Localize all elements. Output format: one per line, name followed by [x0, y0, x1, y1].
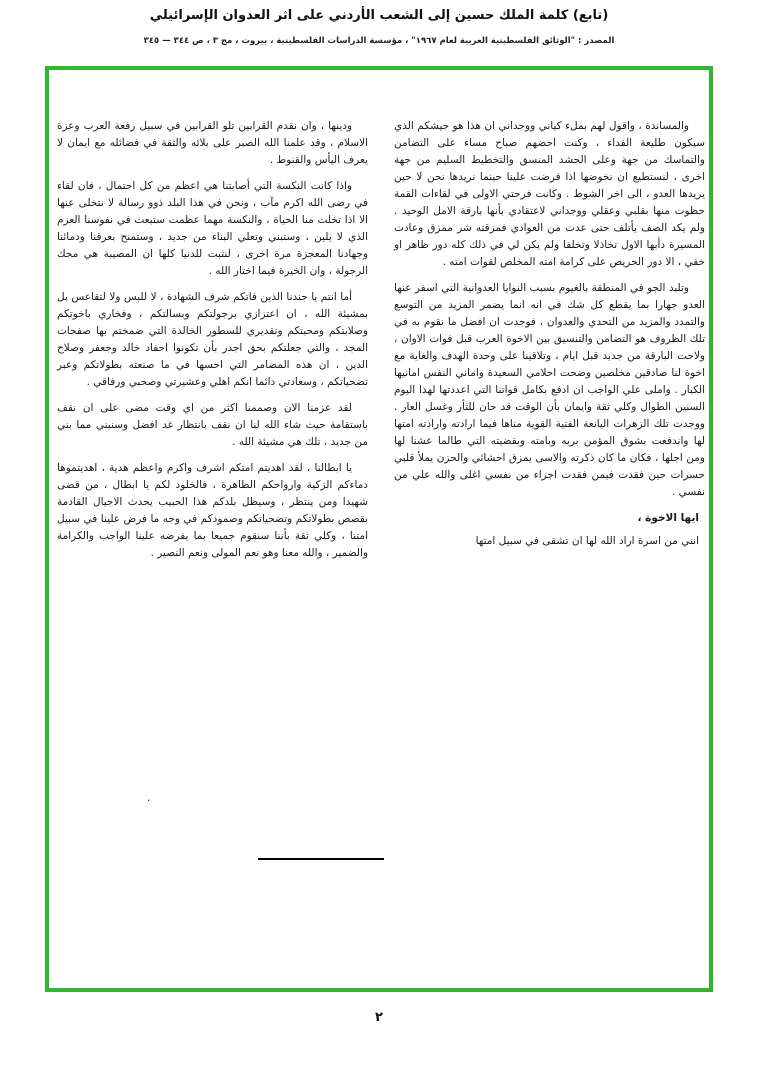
separator-line: [258, 858, 384, 860]
source-citation-line: المصدر : "الوثائق الفلسطينية العربية لعام ١٩٦٧" ، مؤسسة الدراسات الفلسطينية ، بيروت ، مج ٣ ، ص ٣٤٤ — ٣٤٥: [143, 36, 615, 46]
paragraph: والمساندة ، واقول لهم بملء كياني ووجداني ان هذا هو جيشكم الذي سيكون طليعة الفداء ، وكنت احضهم صباح مساء على التضامن والتماسك من جهة وعلى الحشد المنسق والتخطيط السليم من جهة اخرى ، لنستطيع ان نخوضها اذا فرضت علينا حينما نريدها نحن لا حين يريدها العدو ، الى اخر الشوط . وكانت فرحتي الاولى في لقاءات القمة حظوت منها بقلبي وعقلي ووجداني لاعتقادي بأنها بارقة الامل الوحيد . ولم يكد الصف يأتلف حتى عدت من العوادي فمزقته شر ممزق وعادت المسيرة دأبها الاول تخاذلا وتخلفا ولم يكن لي في ذلك كله دور ظاهر او خفي ، الا دور الحريص على كرامة امته المخلص لقوات امته .: [394, 120, 705, 268]
paragraph: يا ابطالنا ، لقد اهديتم امتكم اشرف واكرم واعظم هدية ، اهديتموها دماءكم الزكية وارواحكم الطاهرة ، فالخلود لكم يا ابطال ، من قضى شهيدا ومن ينتظر ، وسيظل بلدكم هذا الحبيب يحدث الاجيال القادمة بقصص بطولاتكم وتضحياتكم وصمودكم في وجه ما فرض علينا في سبيل امتنا ، وكلي ثقة بأننا سنقوم جميعا بما يفرضه علينا الواجب والكرامة والضمير ، والله معنا وهو نعم المولى ونعم النصير .: [57, 462, 368, 559]
paragraph: ودينها ، وان نقدم القرابين تلو القرابين في سبيل رفعة العرب وعزة الاسلام ، وقد علمنا الله الصبر على بلائه والثقة في فضائله مع ايمان لا يعرف اليأس والقنوط .: [57, 120, 368, 166]
paragraph: انني من اسرة اراد الله لها ان تشقى في سبيل امتها: [475, 535, 699, 547]
text-columns: [57, 118, 705, 571]
stray-punctuation-mark: ·: [147, 794, 151, 807]
column-left: [57, 118, 368, 571]
salutation-line: ايها الاخوة ،: [637, 512, 699, 524]
paragraph: واذا كانت النكسة التي أصابتنا هي اعظم من كل احتمال ، فان لقاء في رضى الله اكرم مآب ، ونحن في هذا البلد ذوو رسالة لا نتخلى عنها الا اذا تخلت منا الحياة ، والنكسة مهما عظمت ستبعث في نفوسنا العزم الذي لا يلين ، وستبني وتعلي البناء من جديد ، وستمنح بعرقنا ودمائنا وجهادنا المعجزة مرة اخرى ، لنثبت للدنيا كلها ان المصيبة هي محك الرجولة ، وان الخيرة فيما اختار الله .: [57, 180, 368, 277]
paragraph: أما انتم يا جندنا الذين فاتكم شرف الشهادة ، لا للبس ولا لتقاعس بل بمشيئة الله ، ان اعتزازي برجولتكم وبسالتكم ، وفخاري باخوتكم وصلابتكم ومحبتكم وتقديري للسطور الخالدة التي ضمختم بها صفحات المجد ، والتي جعلتكم بحق اجدر بأن تكونوا احفاد خالد وجعفر وصلاح الدين ، ان هذه المضامر التي احسها في ما صنعته بطولاتكم وعبر تضحياتكم ، وسعادتي دائما انكم اهلي وعشيرتي وصحبي ورفاقي .: [57, 291, 368, 388]
green-border-frame: [45, 66, 713, 992]
paragraph: لقد عزمنا الان وصممنا اكثر من اي وقت مضى على ان نقف باستقامة حيث شاء الله لنا ان نقف بانتظار غد افضل وسنبني مما بني من جديد ، تلك هي مشيئة الله .: [57, 402, 368, 448]
document-title: (تابع) كلمة الملك حسين إلى الشعب الأردني على اثر العدوان الإسرائيلي: [149, 8, 609, 23]
column-right: [394, 118, 705, 571]
paragraph: وتلبد الجو في المنطقة بالغيوم بسبب النوايا العدوانية التي اسفر عنها العدو جهارا بما يقطع كل شك في انه انما يضمر المزيد من التوسع والتمدد والمزيد من التحدي والعدوان ، فوجدت ان افضل ما نقوم به في تلك الظروف هو التضامن والتنسيق بين الاخوة العرب قبل فوات الاوان ، ولاحت البارقة من جديد قبل ايام ، وتلاقينا على وحدة الهدف والغاية مع اخوة لنا صادقين مخلصين وضحت احلامي السعيدة واماني النفس امانيها الكبار . واملى علي الواجب ان ادفع بكامل قواتنا التي اعددتها لهذا اليوم السنين الطوال وكلي ثقة وايمان بأن الوقت قد حان للثأر وغسل العار . ووجدت تلك الزهرات اليانعة الفتية القوية مناها فيما ارادته وارادته امتها لها واندفعت بشوق المؤمن بربه وبامته وبقضيته التي طالما عشنا لها ومن اجلها ، فكان ما كان ذكرته والاسى يمزق احشائي والحزن يملأ قلبي حسرات حين فقدت فيمن فقدت اجزاء من نفسي اغلى والله علي من نفسي .: [394, 282, 705, 498]
page-number: ٢: [375, 1010, 383, 1025]
